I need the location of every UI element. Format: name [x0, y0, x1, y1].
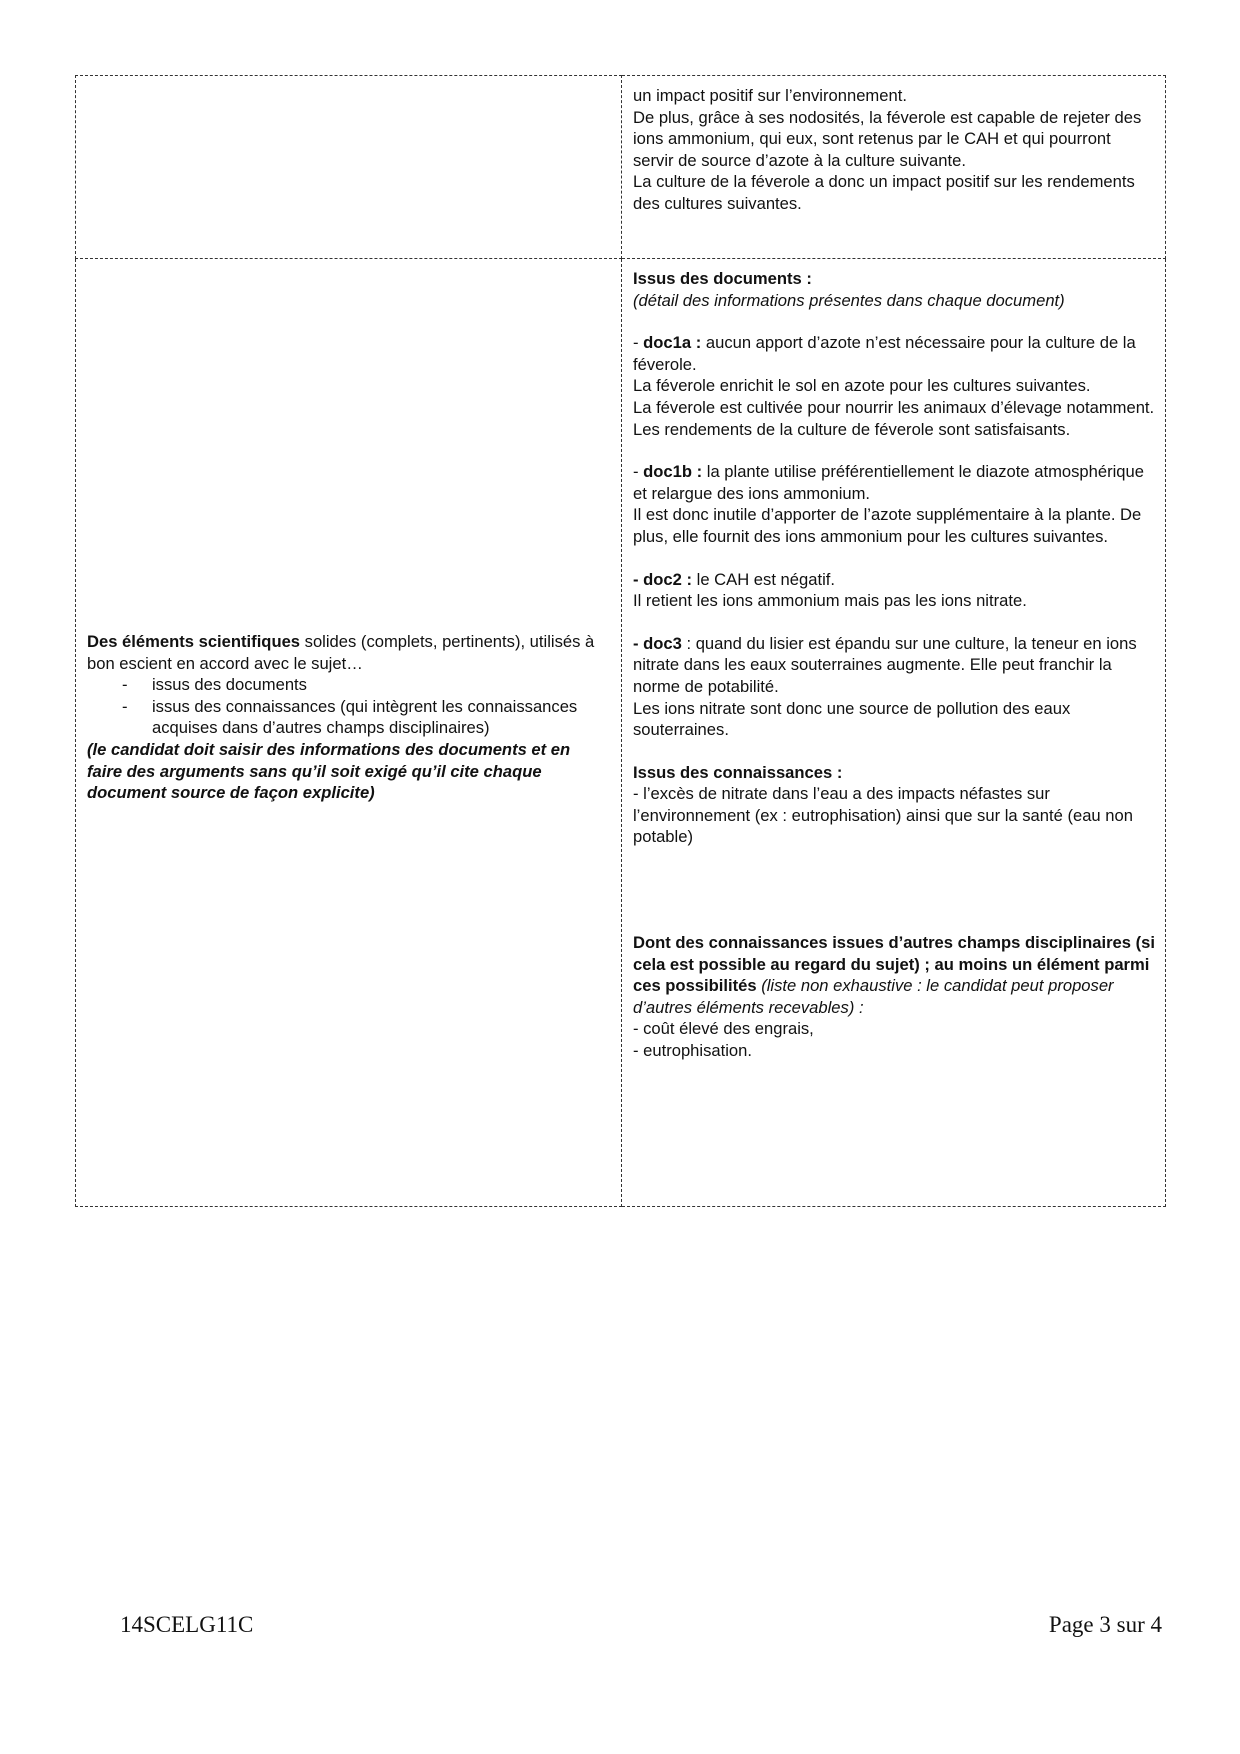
table-row — [76, 259, 1166, 1207]
doc1a-line: Les rendements de la culture de féverole sont satisfaisants. — [633, 419, 1071, 439]
docs-subtitle: (détail des informations présentes dans chaque document) — [633, 290, 1065, 310]
doc1a-line: La féverole enrichit le sol en azote pour les cultures suivantes. — [633, 376, 1091, 396]
other-fields-italic: (liste non exhaustive : le candidat peut proposer d’autres éléments recevables) : — [633, 976, 1114, 1017]
criteria-note: (le candidat doit saisir des informations des documents et en faire des arguments sans qu’il soit exigé qu’il cite chaque document source de façon explicite) — [87, 739, 571, 803]
criteria-heading-rest: solides (complets, pertinents), utilisés à bon escient en accord avec le sujet… — [87, 632, 595, 673]
doc1a-line: - doc1a : aucun apport d’azote n’est nécessaire pour la culture de la féverole. — [633, 333, 1136, 374]
row1-left-cell — [76, 76, 622, 259]
list-item: - issus des documents — [87, 674, 607, 696]
row2-right-cell — [622, 259, 1166, 1207]
doc3-line: - doc3 : quand du lisier est épandu sur une culture, la teneur en ions nitrate dans les eaux souterraines augmente. Elle peut franchir la norme de potabilité. — [633, 633, 1137, 696]
doc1b-line: Il est donc inutile d’apporter de l’azote supplémentaire à la plante. De plus, elle fournit des ions ammonium pour les cultures suivantes. — [633, 505, 1142, 546]
knowledge-line: - l’excès de nitrate dans l’eau a des impacts néfastes sur l’environnement (ex : eutrophisation) ainsi que sur la santé (eau non potable) — [633, 784, 1133, 847]
docs-title: Issus des documents : — [633, 269, 812, 288]
doc1b-line: - doc1b : la plante utilise préférentiellement le diazote atmosphérique et relargue des ions ammonium. — [633, 462, 1144, 503]
paragraph: De plus, grâce à ses nodosités, la féverole est capable de rejeter des ions ammonium, qui eux, sont retenus par le CAH et qui pourront servir de source d’azote à la culture suivante. — [633, 107, 1142, 170]
doc2-line: Il retient les ions ammonium mais pas les ions nitrate. — [633, 591, 1027, 611]
other-fields-bold: Dont des connaissances issues d’autres champs disciplinaires (si cela est possible au regard du sujet) ; au moins un élément parmi ces possibilités — [633, 933, 1155, 996]
table-row — [76, 76, 1166, 259]
page-number: Page 3 sur 4 — [1048, 1612, 1162, 1637]
criteria-heading — [87, 631, 607, 674]
list-item-text: issus des documents — [152, 675, 307, 695]
doc1a-line: La féverole est cultivée pour nourrir les animaux d’élevage notamment. — [633, 397, 1155, 417]
row2-left-cell — [76, 259, 622, 1207]
doc3-label: - doc3 — [633, 633, 682, 653]
doc1a-label: doc1a : — [643, 333, 702, 353]
criteria-text — [87, 631, 607, 804]
doc3-line: Les ions nitrate sont donc une source de pollution des eaux souterraines. — [633, 698, 1071, 740]
list-item: - eutrophisation. — [633, 1041, 752, 1061]
paragraph: La culture de la féverole a donc un impact positif sur les rendements des cultures suivantes. — [633, 172, 1135, 213]
grading-table — [75, 75, 1166, 1207]
other-fields-paragraph — [633, 932, 1155, 1018]
knowledge-title: Issus des connaissances : — [633, 762, 843, 782]
list-item: - issus des connaissances (qui intègrent les connaissances acquises dans d’autres champs disciplinaires) — [87, 696, 607, 739]
doc1b-label: doc1b : — [643, 462, 703, 482]
document-code: 14SCELG11C — [120, 1612, 254, 1637]
doc2-line: - doc2 : le CAH est négatif. — [633, 569, 835, 589]
doc2-label: - doc2 : — [633, 569, 693, 589]
list-item: - coût élevé des engrais, — [633, 1019, 814, 1039]
criteria-heading-bold: Des éléments scientifiques — [87, 632, 301, 651]
paragraph: un impact positif sur l’environnement. — [633, 86, 907, 105]
row1-right-cell — [622, 76, 1166, 259]
list-item-text: issus des connaissances (qui intègrent les connaissances acquises dans d’autres champs disciplinaires) — [152, 696, 578, 738]
